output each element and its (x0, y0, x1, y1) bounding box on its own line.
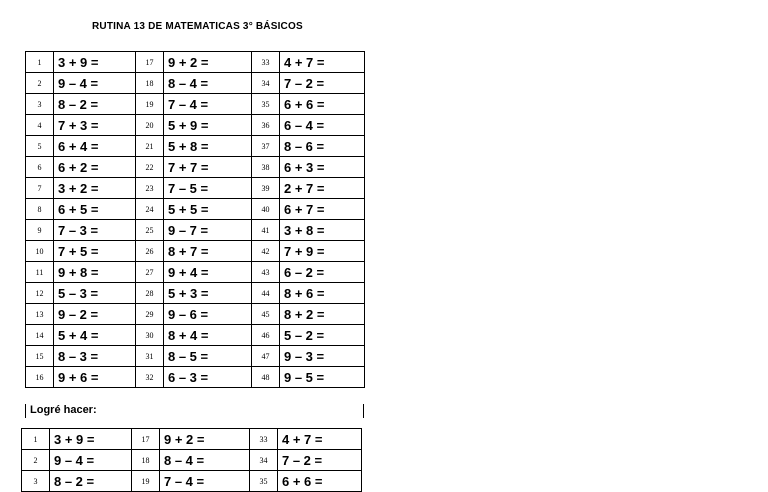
table-row (26, 178, 365, 199)
exercise-expression: 7 – 4 = (164, 94, 252, 115)
exercise-expression: 8 – 5 = (164, 346, 252, 367)
exercise-number: 13 (26, 304, 54, 325)
exercise-expression: 8 + 7 = (164, 241, 252, 262)
exercise-expression: 3 + 9 = (50, 429, 132, 450)
table-row (26, 73, 365, 94)
table-row (22, 450, 362, 471)
exercise-number: 3 (22, 471, 50, 492)
exercise-expression: 9 – 5 = (280, 367, 365, 388)
exercise-expression: 3 + 9 = (54, 52, 136, 73)
exercise-table-copy (21, 428, 362, 492)
table-row (26, 157, 365, 178)
exercise-expression: 7 – 2 = (280, 73, 365, 94)
exercise-number: 11 (26, 262, 54, 283)
exercise-number: 23 (136, 178, 164, 199)
exercise-number: 18 (132, 450, 160, 471)
exercise-number: 6 (26, 157, 54, 178)
table-row (26, 304, 365, 325)
table-row (26, 325, 365, 346)
exercise-expression: 2 + 7 = (280, 178, 365, 199)
exercise-expression: 6 + 3 = (280, 157, 365, 178)
exercise-expression: 5 + 9 = (164, 115, 252, 136)
exercise-number: 25 (136, 220, 164, 241)
exercise-number: 47 (252, 346, 280, 367)
exercise-expression: 5 + 4 = (54, 325, 136, 346)
table-row (26, 220, 365, 241)
exercise-expression: 8 – 4 = (160, 450, 250, 471)
exercise-expression: 9 – 7 = (164, 220, 252, 241)
exercise-expression: 6 + 7 = (280, 199, 365, 220)
exercise-number: 48 (252, 367, 280, 388)
exercise-expression: 8 – 4 = (164, 73, 252, 94)
exercise-expression: 7 + 5 = (54, 241, 136, 262)
exercise-expression: 7 – 4 = (160, 471, 250, 492)
table-row (26, 136, 365, 157)
exercise-number: 37 (252, 136, 280, 157)
exercise-expression: 9 + 2 = (160, 429, 250, 450)
exercise-number: 7 (26, 178, 54, 199)
exercise-expression: 7 + 9 = (280, 241, 365, 262)
exercise-number: 27 (136, 262, 164, 283)
exercise-expression: 9 + 2 = (164, 52, 252, 73)
exercise-expression: 7 + 3 = (54, 115, 136, 136)
exercise-number: 8 (26, 199, 54, 220)
exercise-expression: 6 – 4 = (280, 115, 365, 136)
exercise-expression: 9 + 6 = (54, 367, 136, 388)
exercise-number: 1 (26, 52, 54, 73)
exercise-expression: 8 + 6 = (280, 283, 365, 304)
exercise-number: 9 (26, 220, 54, 241)
exercise-number: 34 (250, 450, 278, 471)
exercise-number: 41 (252, 220, 280, 241)
exercise-number: 35 (250, 471, 278, 492)
exercise-expression: 6 + 4 = (54, 136, 136, 157)
table-row (26, 199, 365, 220)
table-row (26, 283, 365, 304)
exercise-expression: 9 + 8 = (54, 262, 136, 283)
exercise-number: 20 (136, 115, 164, 136)
exercise-number: 43 (252, 262, 280, 283)
exercise-expression: 7 – 5 = (164, 178, 252, 199)
exercise-number: 28 (136, 283, 164, 304)
exercise-number: 10 (26, 241, 54, 262)
exercise-expression: 6 – 2 = (280, 262, 365, 283)
exercise-number: 42 (252, 241, 280, 262)
exercise-expression: 8 – 3 = (54, 346, 136, 367)
exercise-expression: 5 + 5 = (164, 199, 252, 220)
exercise-expression: 6 + 5 = (54, 199, 136, 220)
exercise-expression: 8 – 2 = (50, 471, 132, 492)
exercise-number: 24 (136, 199, 164, 220)
exercise-number: 33 (250, 429, 278, 450)
exercise-expression: 9 – 4 = (50, 450, 132, 471)
exercise-number: 19 (132, 471, 160, 492)
table-row (26, 52, 365, 73)
exercise-expression: 7 – 3 = (54, 220, 136, 241)
exercise-expression: 3 + 2 = (54, 178, 136, 199)
exercise-number: 22 (136, 157, 164, 178)
exercise-expression: 5 – 3 = (54, 283, 136, 304)
exercise-number: 5 (26, 136, 54, 157)
table-row (26, 262, 365, 283)
exercise-expression: 9 – 6 = (164, 304, 252, 325)
exercise-number: 12 (26, 283, 54, 304)
exercise-expression: 4 + 7 = (278, 429, 362, 450)
exercise-number: 17 (136, 52, 164, 73)
exercise-expression: 8 – 6 = (280, 136, 365, 157)
exercise-number: 21 (136, 136, 164, 157)
exercise-number: 34 (252, 73, 280, 94)
exercise-number: 3 (26, 94, 54, 115)
exercise-number: 2 (26, 73, 54, 94)
exercise-number: 29 (136, 304, 164, 325)
exercise-number: 38 (252, 157, 280, 178)
exercise-number: 35 (252, 94, 280, 115)
exercise-number: 40 (252, 199, 280, 220)
exercise-expression: 7 + 7 = (164, 157, 252, 178)
exercise-number: 32 (136, 367, 164, 388)
exercise-number: 30 (136, 325, 164, 346)
exercise-expression: 8 + 2 = (280, 304, 365, 325)
exercise-expression: 8 – 2 = (54, 94, 136, 115)
exercise-number: 26 (136, 241, 164, 262)
logre-hacer-row (25, 404, 364, 418)
exercise-expression: 6 + 6 = (280, 94, 365, 115)
exercise-number: 17 (132, 429, 160, 450)
exercise-number: 15 (26, 346, 54, 367)
table-row (26, 367, 365, 388)
exercise-number: 44 (252, 283, 280, 304)
page-title: RUTINA 13 DE MATEMATICAS 3° BÁSICOS (92, 21, 303, 32)
exercise-number: 31 (136, 346, 164, 367)
exercise-expression: 5 + 8 = (164, 136, 252, 157)
exercise-table (25, 51, 365, 388)
table-row (22, 471, 362, 492)
exercise-number: 33 (252, 52, 280, 73)
exercise-expression: 5 – 2 = (280, 325, 365, 346)
exercise-number: 19 (136, 94, 164, 115)
logre-hacer-label: Logré hacer: (30, 404, 97, 416)
exercise-number: 39 (252, 178, 280, 199)
exercise-expression: 7 – 2 = (278, 450, 362, 471)
exercise-number: 45 (252, 304, 280, 325)
exercise-expression: 6 + 2 = (54, 157, 136, 178)
exercise-expression: 9 – 3 = (280, 346, 365, 367)
table-row (22, 429, 362, 450)
exercise-expression: 4 + 7 = (280, 52, 365, 73)
table-row (26, 94, 365, 115)
exercise-number: 2 (22, 450, 50, 471)
table-row (26, 346, 365, 367)
exercise-expression: 9 – 2 = (54, 304, 136, 325)
exercise-number: 18 (136, 73, 164, 94)
exercise-number: 14 (26, 325, 54, 346)
exercise-expression: 6 – 3 = (164, 367, 252, 388)
exercise-expression: 5 + 3 = (164, 283, 252, 304)
exercise-expression: 6 + 6 = (278, 471, 362, 492)
exercise-expression: 9 – 4 = (54, 73, 136, 94)
table-row (26, 115, 365, 136)
exercise-number: 1 (22, 429, 50, 450)
exercise-number: 4 (26, 115, 54, 136)
exercise-number: 36 (252, 115, 280, 136)
exercise-number: 46 (252, 325, 280, 346)
exercise-number: 16 (26, 367, 54, 388)
exercise-expression: 3 + 8 = (280, 220, 365, 241)
table-row (26, 241, 365, 262)
exercise-expression: 8 + 4 = (164, 325, 252, 346)
exercise-expression: 9 + 4 = (164, 262, 252, 283)
